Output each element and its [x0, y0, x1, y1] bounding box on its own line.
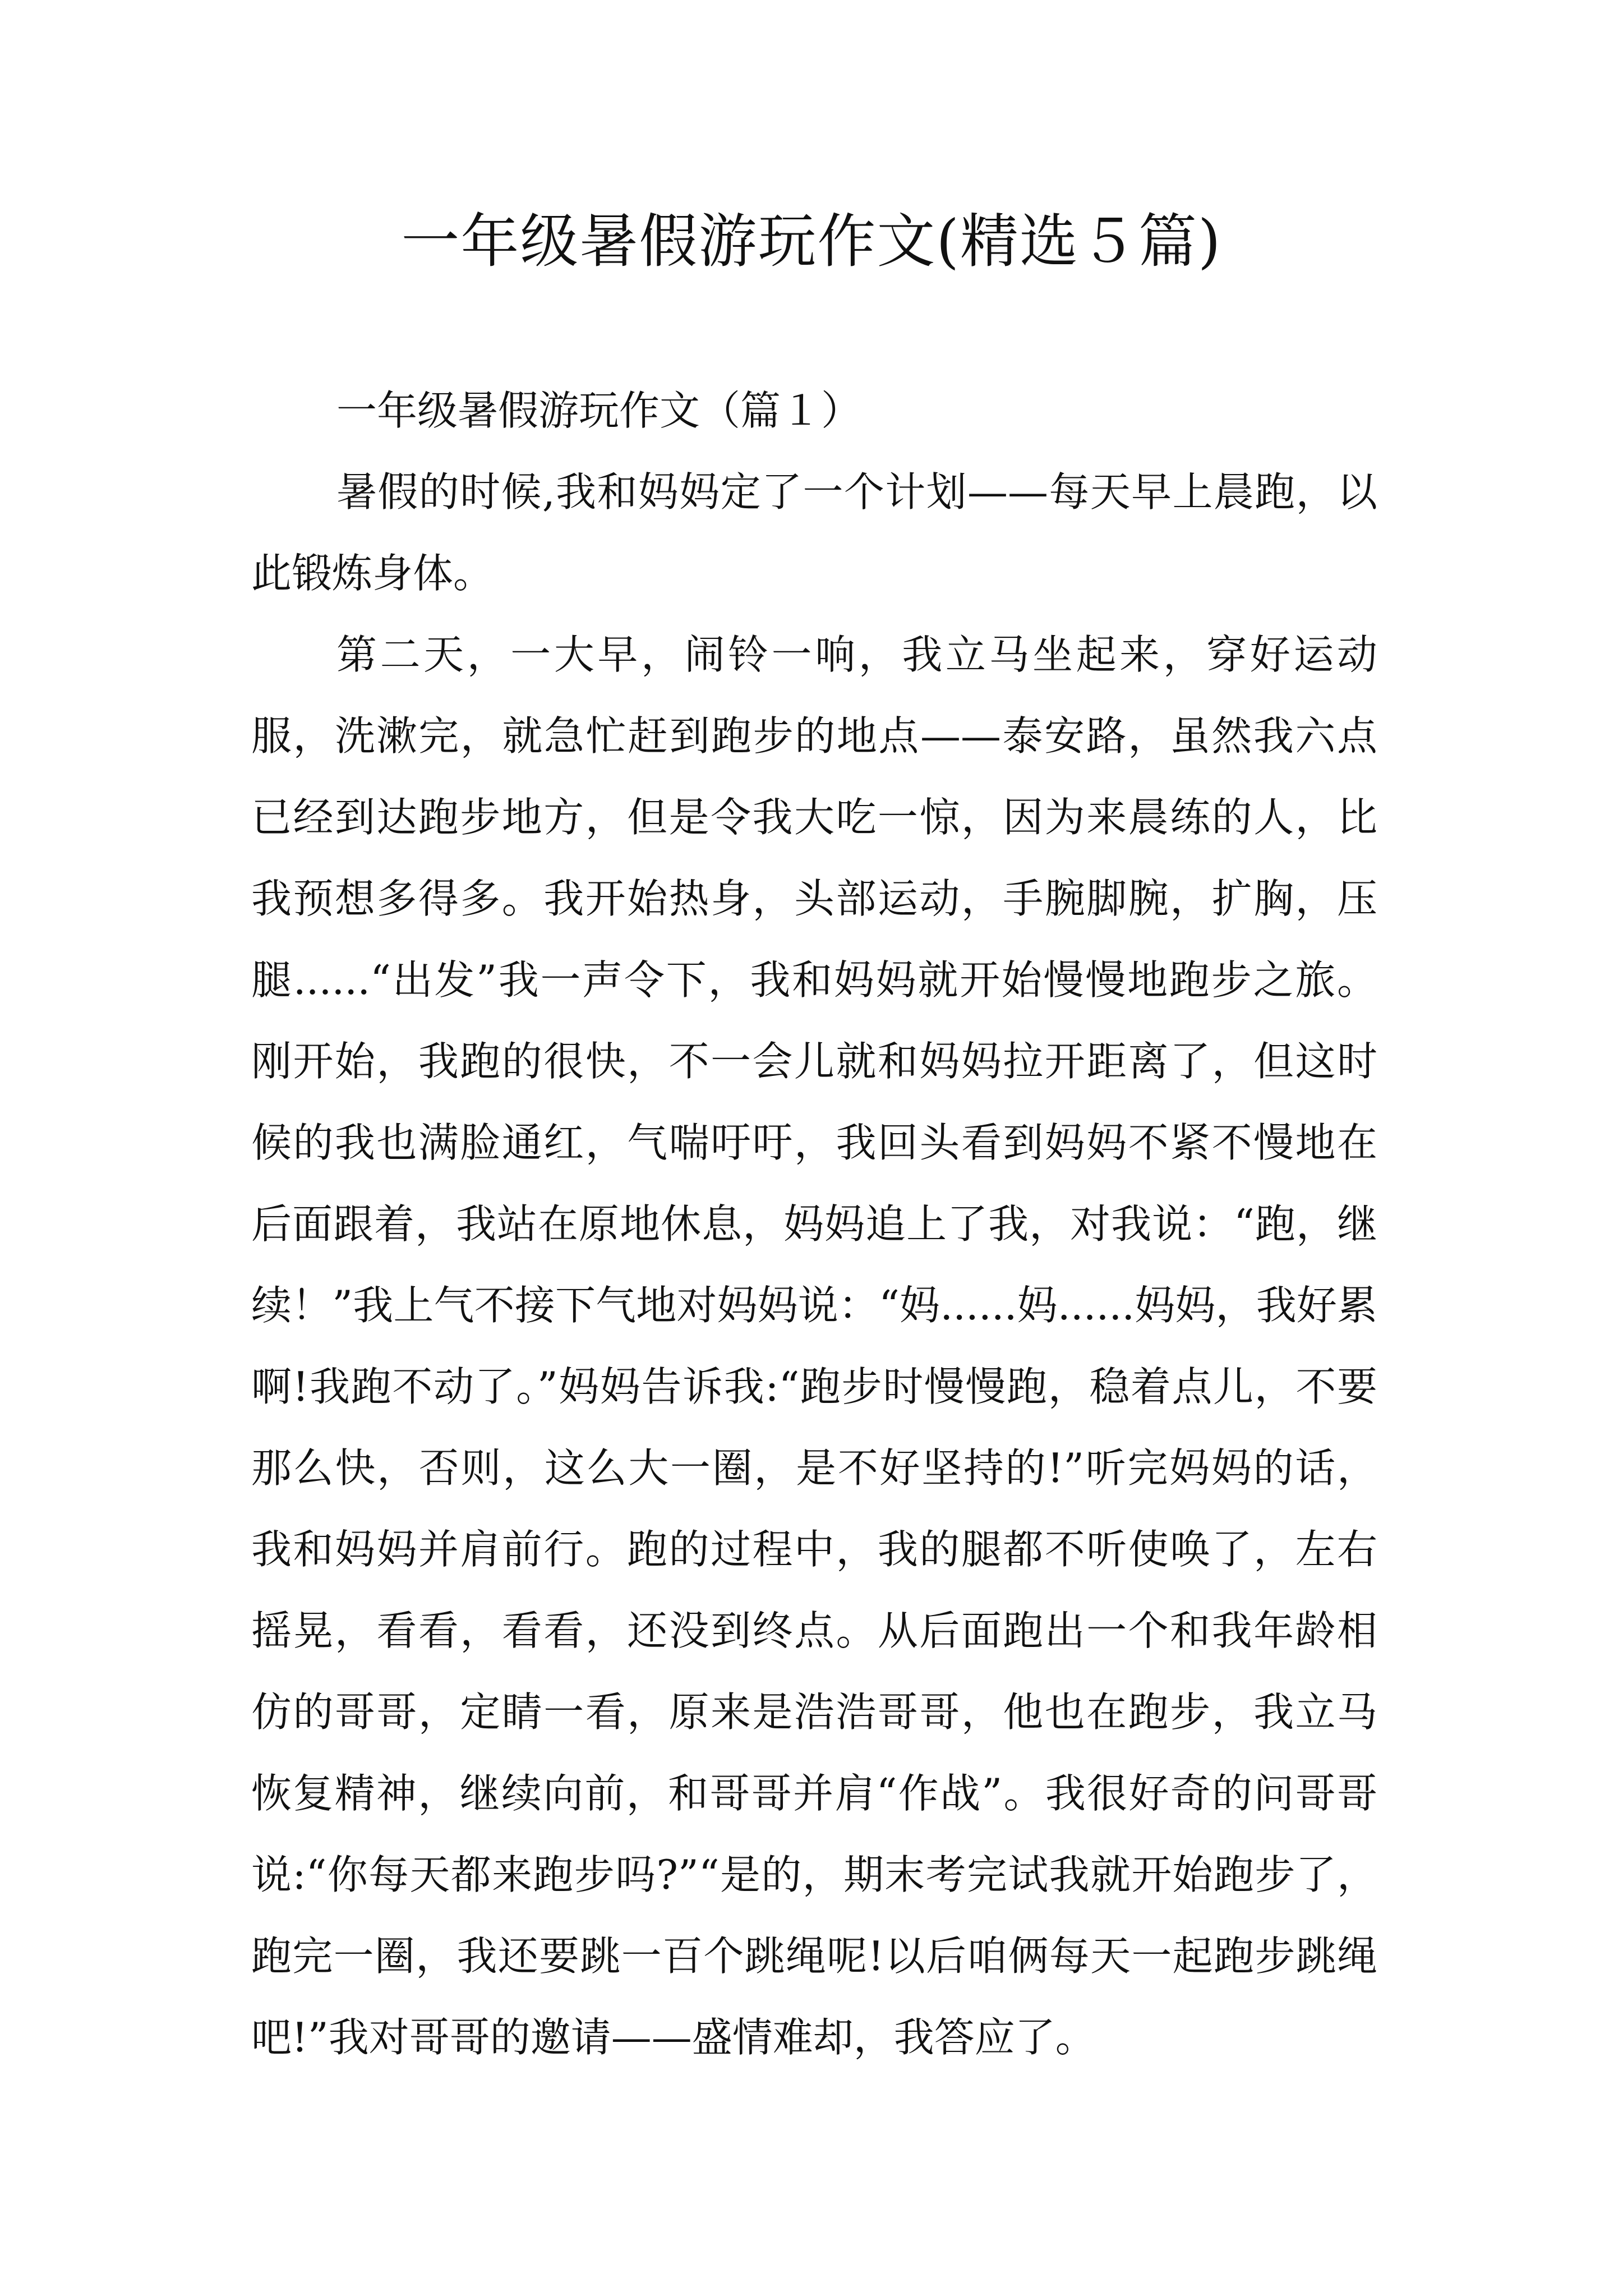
- paragraph-1: 暑假的时候,我和妈妈定了一个计划——每天早上晨跑，以此锻炼身体。: [251, 468, 1377, 597]
- document-body: [251, 370, 1377, 2078]
- section-heading: 一年级暑假游玩作文（篇１）: [336, 387, 862, 434]
- paragraph-2: 第二天，一大早，闹铃一响，我立马坐起来，穿好运动服，洗漱完，就急忙赶到跑步的地点——泰安路，虽然我六点已经到达跑步地方，但是令我大吃一惊，因为来晨练的人，比我预想多得多。我开始热身，头部运动，手腕脚腕，扩胸，压腿......“出发”我一声令下，我和妈妈就开始慢慢地跑步之旅。刚开始，我跑的很快，不一会儿就和妈妈拉开距离了，但这时候的我也满脸通红，气喘吁吁，我回头看到妈妈不紧不慢地在后面跟着，我站在原地休息，妈妈追上了我，对我说：“跑，继续！”我上气不接下气地对妈妈说：“妈......妈......妈妈，我好累啊!我跑不动了。”妈妈告诉我:“跑步时慢慢跑，稳着点儿，不要那么快，否则，这么大一圈，是不好坚持的!”听完妈妈的话，我和妈妈并肩前行。跑的过程中，我的腿都不听使唤了，左右摇晃，看看，看看，还没到终点。从后面跑出一个和我年龄相仿的哥哥，定睛一看，原来是浩浩哥哥，他也在跑步，我立马恢复精神，继续向前，和哥哥并肩“作战”。我很好奇的问哥哥说:“你每天都来跑步吗?”“是的，期末考完试我就开始跑步了，跑完一圈，我还要跳一百个跳绳呢!以后咱俩每天一起跑步跳绳吧!”我对哥哥的邀请——盛情难却，我答应了。: [251, 631, 1377, 2061]
- document-title: 一年级暑假游玩作文(精选５篇): [401, 207, 1222, 275]
